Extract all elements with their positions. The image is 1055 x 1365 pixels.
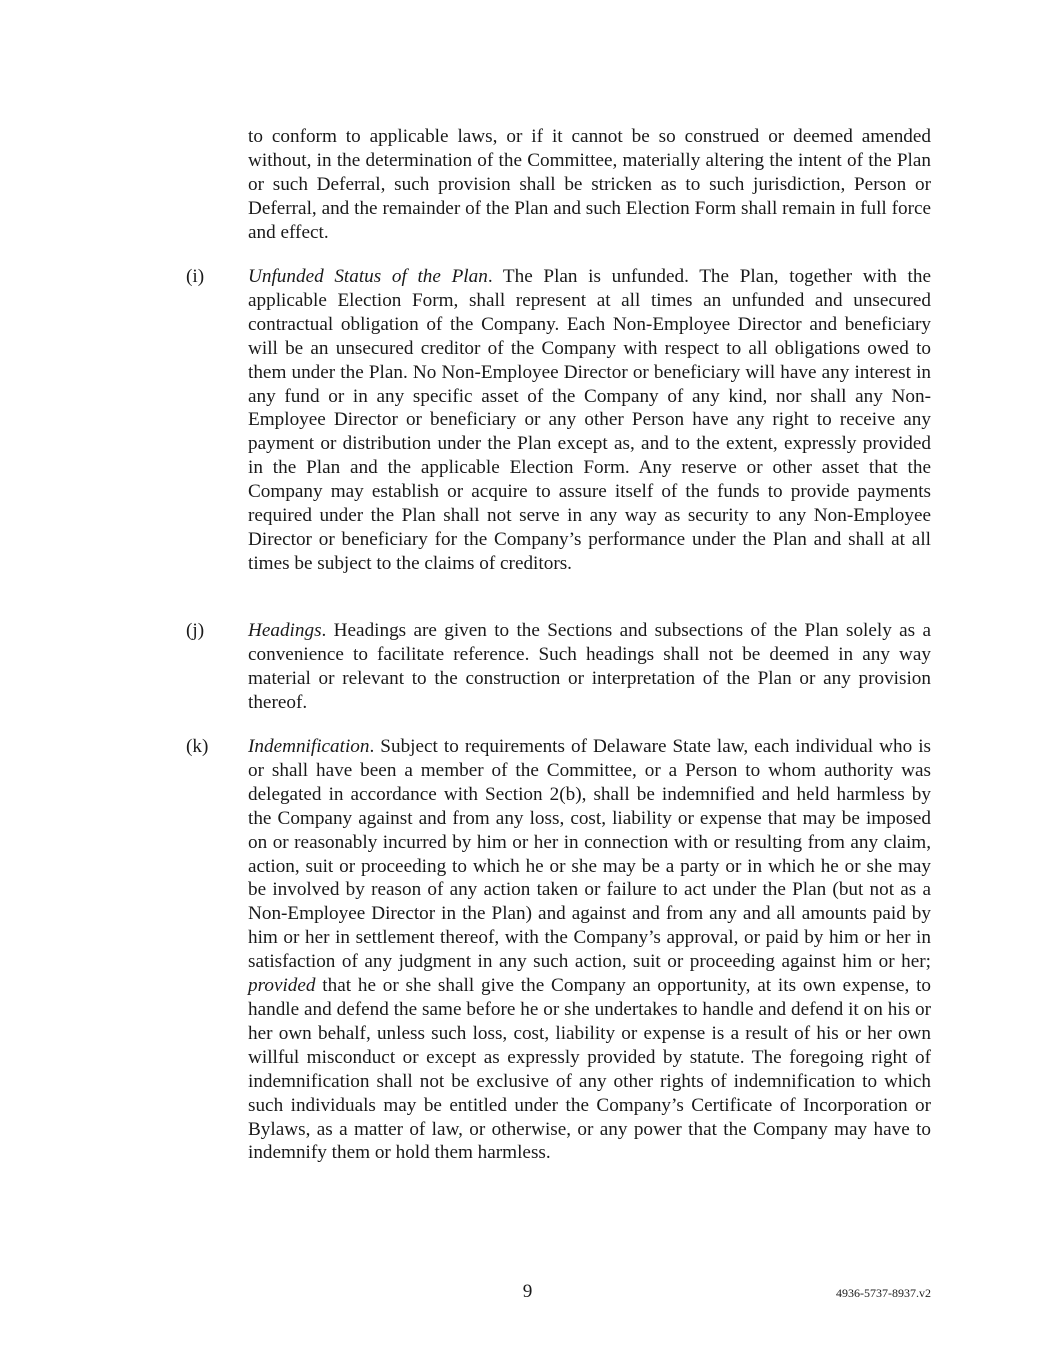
section-k-text-part1: . Subject to requirements of Delaware State law, each individual who is or shall have been a member of the Committee, or a Person to whom authority was delegated in accordance with Section 2(b), shall be indemnified and held harmless by the Company against and from any loss, cost, liability or expense that may be imposed on or reasonably incurred by him or her in connection with or resulting from any claim, action, suit or proceeding to which he or she may be a party or in which he or she may be involved by reason of any action taken or failure to act under the Plan (but not as a Non-Employee Director in the Plan) and against and from any and all amounts paid by him or her in settlement thereof, with the Company’s approval, or paid by him or her in satisfaction of any judgment in any such action, suit or proceeding against him or her;	[248, 736, 931, 973]
section-k-paragraph	[248, 735, 931, 1165]
section-k-heading: Indemnification	[248, 736, 370, 757]
continuation-paragraph: to conform to applicable laws, or if it cannot be so construed or deemed amended without, in the determination of the Committee, materially altering the intent of the Plan or such Deferral, such provision shall be stricken as to such jurisdiction, Person or Deferral, and the remainder of the Plan and such Election Form shall remain in full force and effect.	[248, 126, 931, 243]
document-id: 4936-5737-8937.v2	[836, 1286, 931, 1300]
section-i-heading: Unfunded Status of the Plan	[248, 266, 488, 287]
page-number: 9	[522, 1281, 533, 1302]
section-label-j: (j)	[186, 620, 205, 641]
section-j-text: . Headings are given to the Sections and subsections of the Plan solely as a convenience to facilitate reference. Such headings shall not be deemed in any way material or relevant to the construction or interpretation of the Plan or any provision thereof.	[248, 620, 931, 713]
section-label-k: (k)	[186, 736, 209, 757]
section-i-text: . The Plan is unfunded. The Plan, together with the applicable Election Form, shall represent at all times an unfunded and unsecured contractual obligation of the Company. Each Non-Employee Director and beneficiary will be an unsecured creditor of the Company with respect to all obligations owed to them under the Plan. No Non-Employee Director or beneficiary will have any interest in any fund or in any specific asset of the Company of any kind, nor shall any Non-Employee Director or beneficiary or any other Person have any right to receive any payment or distribution under the Plan except as, and to the extent, expressly provided in the Plan and the applicable Election Form. Any reserve or other asset that the Company may establish or acquire to assure itself of the funds to provide payments required under the Plan shall not serve in any way as security to any Non-Employee Director or beneficiary for the Company’s performance under the Plan and shall at all times be subject to the claims of creditors.	[248, 266, 931, 574]
section-j-heading: Headings	[248, 620, 322, 641]
section-label-i: (i)	[186, 266, 205, 287]
section-i-paragraph	[248, 265, 931, 576]
section-k-emphasis: provided	[248, 975, 316, 997]
section-k-text-part2: that he or she shall give the Company an opportunity, at its own expense, to handle and defend the same before he or she undertakes to handle and defend it on his or her own behalf, unless such loss, cost, liability or expense is a result of his or her own willful misconduct or except as expressly provided by statute. The foregoing right of indemnification shall not be exclusive of any other rights of indemnification to which such individuals may be entitled under the Company’s Certificate of Incorporation or Bylaws, as a matter of law, or otherwise, or any power that the Company may have to indemnify them or hold them harmless.	[248, 975, 931, 1164]
section-j-paragraph	[248, 619, 931, 715]
